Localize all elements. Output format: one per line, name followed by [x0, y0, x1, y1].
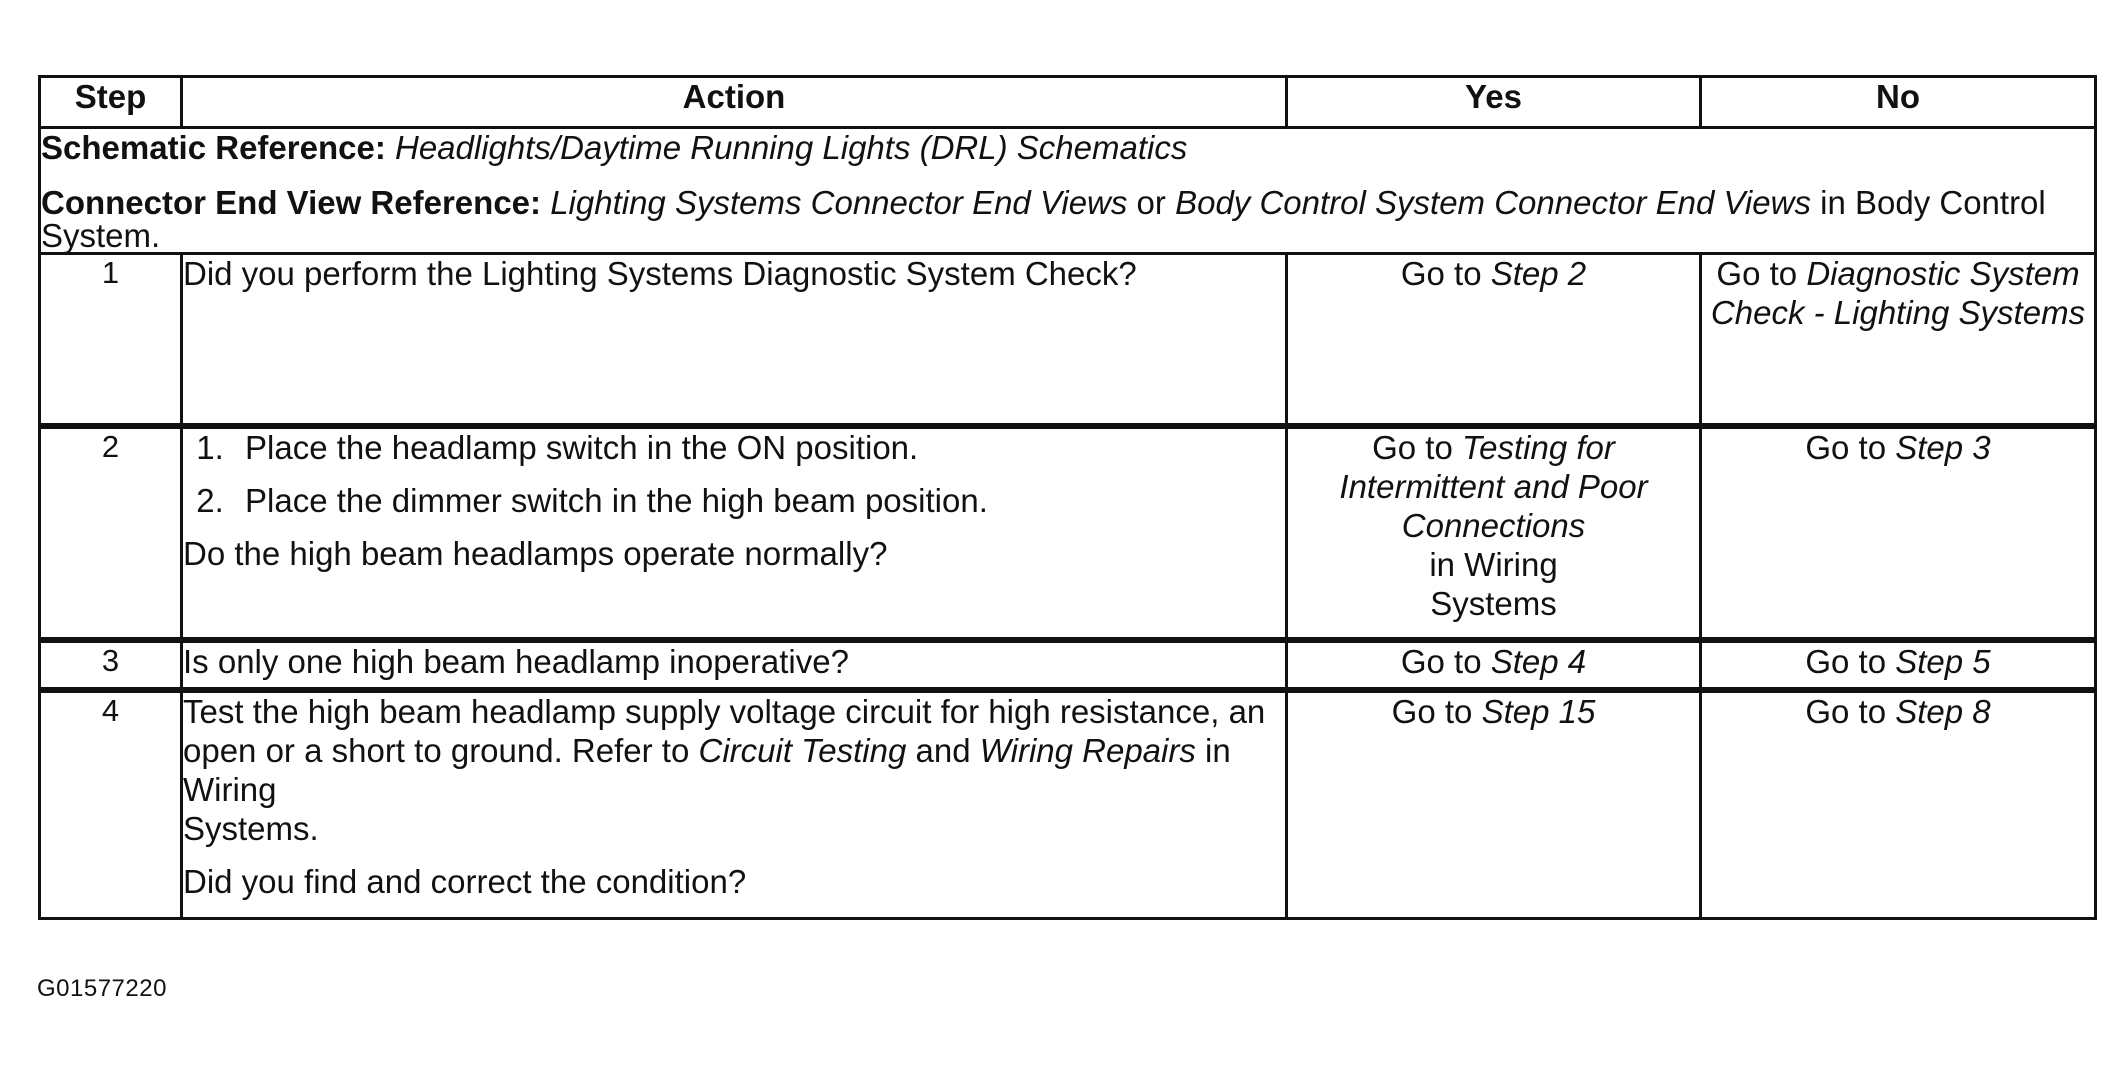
no-prefix: Go to [1716, 254, 1807, 292]
action-step-item: 2. Place the dimmer switch in the high beam position. [233, 482, 1285, 521]
reference-row [40, 128, 2096, 254]
yes-prefix: Go to [1391, 692, 1482, 730]
connector-reference [41, 183, 2094, 254]
header-row [40, 77, 2096, 128]
yes-link[interactable]: Testing for Intermittent and Poor Connections [1339, 428, 1648, 544]
yes-cell [1287, 253, 1701, 426]
action-text: Is only one high beam headlamp inoperative? [182, 640, 1287, 690]
action-text-2: and [906, 731, 980, 769]
action-steps-list [183, 429, 1285, 521]
no-link[interactable]: Step 3 [1895, 428, 1991, 466]
yes-prefix: Go to [1372, 428, 1462, 466]
yes-suffix-2: Systems [1430, 584, 1557, 622]
no-cell [1701, 426, 2096, 640]
step-number: 4 [40, 690, 182, 919]
reference-cell [40, 128, 2096, 254]
yes-suffix-1: in Wiring [1429, 545, 1558, 583]
connector-reference-link-1[interactable]: Lighting Systems Connector End Views [550, 183, 1128, 221]
no-prefix: Go to [1805, 692, 1896, 730]
table-row [40, 640, 2096, 690]
action-text-4: Systems. [183, 809, 319, 847]
action-step-item: 1. Place the headlamp switch in the ON position. [233, 429, 1285, 468]
step-number: 3 [40, 640, 182, 690]
action-text-3: in Wiring [183, 731, 1231, 808]
no-link[interactable]: Diagnostic System Check - Lighting Systems [1710, 254, 2086, 331]
header-step: Step [40, 77, 182, 128]
yes-link[interactable]: Step 4 [1490, 642, 1587, 680]
figure-id: G01577220 [37, 975, 167, 1002]
yes-cell [1287, 690, 1701, 919]
step-number: 1 [40, 253, 182, 426]
schematic-reference [41, 129, 2094, 168]
action-cell [182, 690, 1287, 919]
schematic-reference-link[interactable]: Headlights/Daytime Running Lights (DRL) Schematics [395, 129, 1188, 166]
action-instruction [183, 693, 1285, 849]
no-cell [1701, 253, 2096, 426]
no-link[interactable]: Step 8 [1895, 692, 1991, 730]
no-prefix: Go to [1805, 642, 1896, 680]
no-cell [1701, 640, 2096, 690]
wiring-repairs-link[interactable]: Wiring Repairs [979, 731, 1196, 769]
header-no: No [1701, 77, 2096, 128]
connector-reference-or: or [1127, 183, 1176, 221]
header-action: Action [182, 77, 1287, 128]
yes-prefix: Go to [1400, 642, 1491, 680]
yes-cell [1287, 426, 1701, 640]
action-text: Did you perform the Lighting Systems Diagnostic System Check? [182, 253, 1287, 426]
action-cell [182, 426, 1287, 640]
connector-reference-label: Connector End View Reference: [41, 183, 542, 221]
circuit-testing-link[interactable]: Circuit Testing [698, 731, 907, 769]
yes-cell [1287, 640, 1701, 690]
action-question: Did you find and correct the condition? [183, 862, 747, 900]
schematic-reference-label: Schematic Reference: [41, 129, 386, 166]
table-row [40, 690, 2096, 919]
yes-link[interactable]: Step 15 [1481, 692, 1596, 730]
step-number: 2 [40, 426, 182, 640]
no-link[interactable]: Step 5 [1895, 642, 1991, 680]
no-cell [1701, 690, 2096, 919]
yes-link[interactable]: Step 2 [1490, 254, 1587, 292]
table-row [40, 426, 2096, 640]
action-question: Do the high beam headlamps operate normally? [183, 534, 888, 572]
connector-reference-tail: in Body Control System. [41, 183, 2046, 254]
diagnostic-table [38, 75, 2097, 920]
connector-reference-link-2[interactable]: Body Control System Connector End Views [1175, 183, 1811, 221]
no-prefix: Go to [1805, 428, 1896, 466]
yes-prefix: Go to [1400, 254, 1491, 292]
table-row [40, 253, 2096, 426]
action-text-1: Test the high beam headlamp supply voltage circuit for high resistance, an open or a short to ground. Refer to [183, 692, 1266, 769]
header-yes: Yes [1287, 77, 1701, 128]
